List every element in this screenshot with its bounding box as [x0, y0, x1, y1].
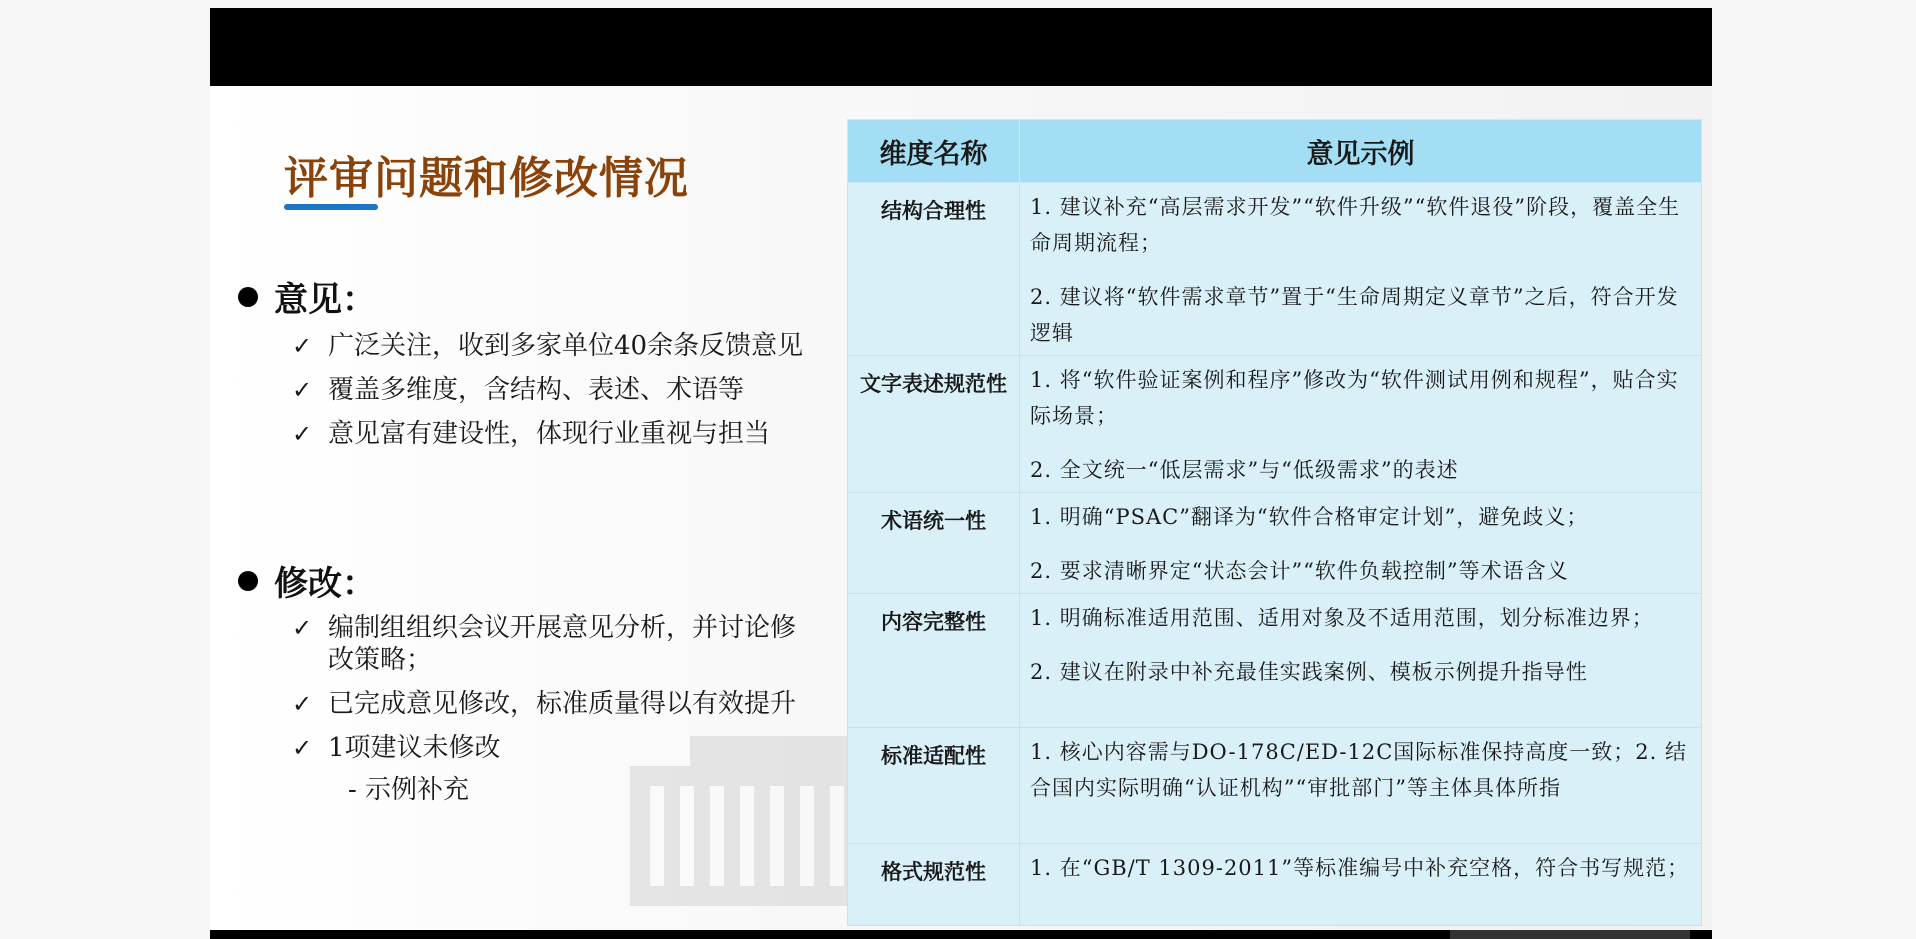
table-row: [848, 844, 1702, 926]
column-header-dimension: 维度名称: [848, 120, 1020, 183]
opinion-text: 2. 要求清晰界定“状态会计”“软件负载控制”等术语含义: [1030, 559, 1569, 583]
list-item: [292, 688, 812, 720]
dimension-cell: 标准适配性: [848, 728, 1020, 844]
opinions-heading: [238, 272, 376, 321]
slide: [210, 86, 1712, 931]
opinion-text: 1. 建议补充“高层需求开发”“软件升级”“软件退役”阶段，覆盖全生命周期流程；: [1030, 195, 1681, 255]
check-icon: ✓: [292, 614, 313, 642]
slide-title: 评审问题和修改情况: [284, 153, 689, 204]
opinion-cell: [1020, 183, 1702, 356]
bullet-dot-icon: [238, 571, 258, 591]
opinions-heading-text: 意见：: [274, 280, 376, 320]
list-item-text: 覆盖多维度，含结构、表述、术语等: [328, 375, 745, 405]
opinion-cell: [1020, 844, 1702, 926]
list-item: [292, 374, 812, 406]
list-item-text: 已完成意见修改，标准质量得以有效提升: [328, 689, 797, 719]
list-item-text: 1项建议未修改: [328, 733, 501, 763]
dimension-cell: 结构合理性: [848, 183, 1020, 356]
check-icon: ✓: [292, 690, 313, 718]
opinion-cell: [1020, 493, 1702, 594]
opinions-list: [292, 330, 812, 462]
opinion-text: 2. 建议将“软件需求章节”置于“生命周期定义章节”之后，符合开发逻辑: [1030, 285, 1679, 345]
dimension-cell: 格式规范性: [848, 844, 1020, 926]
check-icon: ✓: [292, 376, 313, 404]
check-icon: ✓: [292, 734, 313, 762]
dimension-cell: 术语统一性: [848, 493, 1020, 594]
table-row: [848, 183, 1702, 356]
list-item-text: 意见富有建设性，体现行业重视与担当: [328, 419, 771, 449]
opinions-table: [847, 119, 1702, 926]
sub-list-item: - 示例补充: [348, 775, 470, 805]
dimension-cell: 文字表述规范性: [848, 356, 1020, 493]
video-top-bar: [210, 8, 1712, 86]
revisions-heading-text: 修改：: [274, 564, 376, 604]
table-row: [848, 728, 1702, 844]
table-row: [848, 493, 1702, 594]
list-item: [292, 418, 812, 450]
revisions-list: [292, 612, 812, 806]
opinion-cell: [1020, 728, 1702, 844]
list-item: [292, 732, 812, 764]
list-item: [292, 612, 812, 676]
check-icon: ✓: [292, 332, 313, 360]
opinion-cell: [1020, 356, 1702, 493]
opinion-text: 2. 全文统一“低层需求”与“低级需求”的表述: [1030, 458, 1459, 482]
column-header-opinion-examples: 意见示例: [1020, 120, 1702, 183]
opinion-text: 1. 明确标准适用范围、适用对象及不适用范围，划分标准边界；: [1030, 606, 1654, 630]
title-underline: [284, 204, 378, 210]
table-header-row: [848, 120, 1702, 183]
table-row: [848, 594, 1702, 728]
dimension-cell: 内容完整性: [848, 594, 1020, 728]
video-bottom-bar: [210, 930, 1712, 939]
list-item-text: 编制组组织会议开展意见分析，并讨论修改策略；: [328, 613, 797, 675]
bullet-dot-icon: [238, 287, 258, 307]
list-item-text: 广泛关注，收到多家单位40余条反馈意见: [328, 331, 804, 361]
revisions-heading: [238, 556, 376, 605]
bottom-bar-tab: [1450, 930, 1690, 939]
opinion-text: 1. 明确“PSAC”翻译为“软件合格审定计划”，避免歧义；: [1030, 505, 1589, 529]
opinion-text: 1. 将“软件验证案例和程序”修改为“软件测试用例和规程”，贴合实际场景；: [1030, 368, 1679, 428]
opinion-text: 1. 核心内容需与DO-178C/ED-12C国际标准保持高度一致；2. 结合国内实际明确“认证机构”“审批部门”等主体具体所指: [1030, 740, 1688, 800]
opinion-text: 1. 在“GB/T 1309-2011”等标准编号中补充空格，符合书写规范；: [1030, 856, 1690, 880]
opinion-text: 2. 建议在附录中补充最佳实践案例、模板示例提升指导性: [1030, 660, 1588, 684]
opinion-cell: [1020, 594, 1702, 728]
check-icon: ✓: [292, 420, 313, 448]
table-row: [848, 356, 1702, 493]
list-item: [292, 330, 812, 362]
